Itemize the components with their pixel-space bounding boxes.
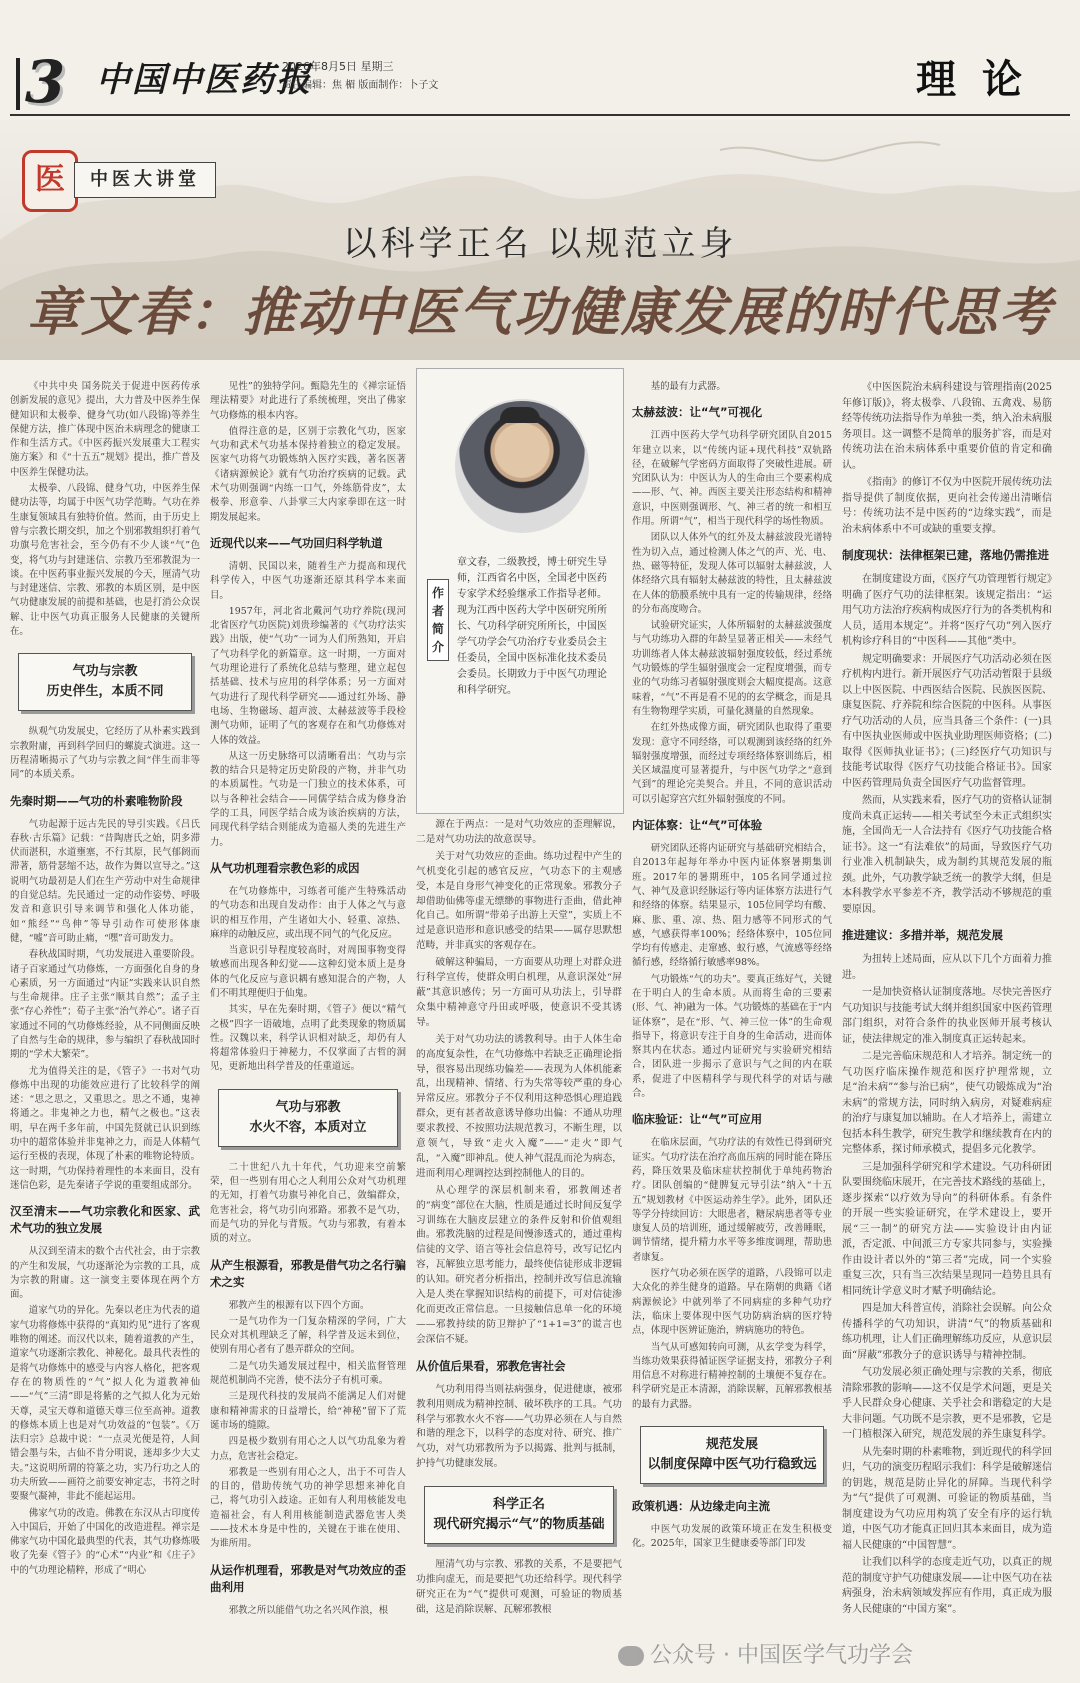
subsection-heading: 临床验证：让“气”可应用 bbox=[632, 1112, 763, 1127]
watermark-text: 公众号 · 中国医学气功学会 bbox=[650, 1643, 913, 1668]
subsection-heading: 汉至清末——气功宗教化和医家、武术气功的独立发展 bbox=[10, 1204, 200, 1236]
wechat-icon bbox=[618, 1646, 644, 1666]
paragraph: 在制度建设方面，《医疗气功管理暂行规定》明确了医疗气功的法律框架。该规定指出：“运用气功方法治疗疾病构成医疗行为的各类机构和人员，适用本规定”。并将“医疗气功”列入医疗机构诊疗科目的“中医科——其他”类中。 bbox=[842, 574, 1052, 647]
paragraph: 邪教之所以能借气功之名兴风作浪，根 bbox=[228, 1604, 389, 1616]
paragraph: 一是气功作为一门复杂精深的学问，广大民众对其机理缺乏了解，科学普及远未到位，使别有用心者有了愚弄群众的空间。 bbox=[210, 1315, 406, 1356]
article-column-5 bbox=[842, 380, 1052, 1619]
paragraph: 一是加快资格认证制度落地。尽快完善医疗气功知识与技能考试大纲并组织国家中医药管理部门组织，对符合条件的执业医师开展考核认证，使法律规定的准入制度真正运转起来。 bbox=[842, 987, 1052, 1045]
paragraph: 从心理学的深层机制来看，邪教阐述者的“病变”部位在大脑，性质是通过长时间反复学习训练在大脑皮层建立的条件反射和价值观组曲。邪教洗脑的过程是间慢渗透式的，通过重构信徒的文学、语言等社会信息符号，改写记忆内容，瓦解独立思考能力，最终使信徒形成非逻辑的认知。研究者分析指出，控制并改写信息流输入是人类在掌握知识结构的前提下，可对信徒渗化而更改正常信息。一旦接触信息单一化的环境——邪教持续的防卫辩护了“1+1=3”的谎言也会深信不疑。 bbox=[416, 1184, 622, 1345]
article-subheadline: 以科学正名 以规范立身 bbox=[342, 224, 738, 264]
paragraph: 关于对气功效应的歪曲。练功过程中产生的气机变化引起的感官反应，气功态下的主观感受，本是自身形气神变化的正常现象。邪教分子却借助仙佛等虚无缥缈的事物进行歪曲，借此神化自己。如所谓“带弟子出游上天堂”，实质上不过是意识造形和意识感受的结果——属存思默想范畴，并非真实的客观存在。 bbox=[416, 850, 622, 952]
paragraph: 基的最有力武器。 bbox=[650, 381, 726, 392]
paragraph: 气功发展必须正确处理与宗教的关系，彻底清除邪教的影响——这不仅是学术问题，更是关乎人民群众身心健康、关乎社会和谐稳定的大是大非问题。气功既不是宗教，更不是邪教，它是一门植根深入研究，规范发展的养生康复科学。 bbox=[842, 1367, 1052, 1440]
newspaper-name: 中国中医药报 bbox=[96, 60, 312, 100]
editor-credits: 责任编辑：焦 楣 版面制作：卜子文 bbox=[282, 80, 439, 91]
paragraph: 在红外热成像方面，研究团队也取得了重要发现：意守不同经络，可以观测到该经络的红外辐射强度增强，而经过专项经络体察训练后，相关区域温度可显著提升，与中医气功学之“意到气到”的理论完美契合。并且，不同的意识活动可以引起穿宫穴红外辐射强度的不同。 bbox=[632, 722, 832, 805]
subsection-heading: 从产生根源看，邪教是借气功之名行骗术之实 bbox=[210, 1257, 406, 1289]
subsection-heading: 太赫兹波：让“气”可视化 bbox=[632, 405, 763, 420]
subsection-heading: 先秦时期——气功的朴素唯物阶段 bbox=[10, 793, 183, 808]
paragraph: 《指南》的修订不仅为中医院开展传统功法指导提供了制度依据，更向社会传递出清晰信号：传统功法不是中医药的“边缘实践”，而是治未病体系中不可或缺的重要支撑。 bbox=[842, 477, 1052, 535]
issue-date: 2026年8月5日 星期三 bbox=[282, 60, 394, 73]
section-title: 理论 bbox=[916, 56, 1048, 103]
paragraph: 值得注意的是，区别于宗教化气功，医家气功和武术气功基本保持着独立的稳定发展。医家气功将气功锻炼纳入医疗实践，著名医著《诸病源候论》就有气功治疗疾病的记载。武术气功则强调“内练一口气，外练筋骨皮”，太极拳、形意拳、八卦掌三大内家拳即在这一时期发展起来。 bbox=[210, 425, 406, 523]
author-bio: 章文春，二级教授，博士研究生导师，江西省名中医，全国老中医药专家学术经验继承工作指导老师。现为江西中医药大学中医研究所所长、气功科学研究所所长，中国医学气功学会气功治疗专业委员会主任委员，全国中医标准化技术委员会委员。长期致力于中医气功理论和科学研究。 bbox=[457, 557, 607, 696]
paragraph: 二十世纪八九十年代，气功迎来空前繁荣，但一些别有用心之人利用公众对气功机理的无知，打着气功旗号神化自己，敛编群众，危害社会，将气功引向邪路。邪教不是气功，而是气功的异化与背叛。气功与邪教，有着本质的对立。 bbox=[210, 1161, 406, 1245]
paragraph: 气功锻炼“气的功夫”。要真正练好气，关键在于明白人的生命本质。从而将生命的三要素(形、气、神)融为一体。气功锻炼的基础在于“内证体察”，是在“形、气、神三位一体”的生命观指导下，将意识专注于自身的生命活动，进而体察其内在状态。通过内证研究与实验研究相结合，团队进一步揭示了意识与气之间的内在联系，促进了中医精科学与现代科学的对话与融合。 bbox=[632, 973, 832, 1100]
section-box-science: 科学正名 现代研究揭示“气”的物质基础 bbox=[424, 1486, 614, 1544]
paragraph: 团队以人体外气的红外及太赫兹波段光谱特性为切入点，通过检测人体之气的声、光、电、热、磁等特征，发现人体可以辐射太赫兹波，人体经络穴具有辐射太赫兹波的特性，且太赫兹波在人体的筋膜系统中具有一定的传输规律，经络的分布高度吻合。 bbox=[632, 532, 832, 615]
paragraph: 邪教产生的根源有以下四个方面。 bbox=[228, 1299, 370, 1311]
paragraph: 规定明确要求：开展医疗气功活动必须在医疗机构内进行。新开展医疗气功活动暂限于县级以上中医医院、中西医结合医院、民族医医院、康复医院、疗养院和综合医院的中医科。从事医疗气功活动的人员，应当具备三个条件：(一)具有中医执业医师或中医执业助理医师资格；(二)取得《医师执业证书》；(三)经医疗气功知识与技能考试取得《医疗气功技能合格证书》。国家中医药管理局负责全国医疗气功监督管理。 bbox=[842, 653, 1052, 789]
subsection-heading: 近现代以来——气功回归科学轨道 bbox=[210, 535, 383, 550]
paragraph: 研究团队还将内证研究与基础研究相结合，自2013年起每年举办中医内证体察暑期集训班。2017年的暑期班中，105名同学通过拉气、神气及意识经脉运行等内证体察方法进行气和经络的体察。结果显示，105位同学均有酸、麻、胀、重、凉、热、阻力感等不同形式的气感，气感获得率100%；经络体察中，105位同学均有传感走、走窜感、蚁行感，气流感等经络循行感，经络循行敏感率98%。 bbox=[632, 843, 832, 969]
paragraph: 邪教是一些别有用心之人，出于不可告人的目的，借助传统气功的神学思想来神化自己，将气功引入歧途。正如有人利用核能发电造福社会，有人利用核能制造武器危害人类——技术本身是中性的，关键在于谁在使用、为谁所用。 bbox=[210, 1466, 406, 1550]
paragraph: 关于对气功功法的诱教利导。由于人体生命的高度复杂性，在气功修炼中若缺乏正确理论指导，很容易出现练功偏差——表现为人体机能紊乱，出现精神、情绪、行为失常等较严重的身心异常反应。邪教分子不仅利用这种恐惧心理追践群众，更有甚者故意诱导修功出偏：不通从功理要求教授、不按照功法规范教习，不断生理，以意领气，导致“走火入魔”——“走火”即气乱，“入魔”即神乱。使人神气混乱而沦为病态，进而利用心理调控达到控制他人的目的。 bbox=[416, 1033, 622, 1179]
paragraph: 佛家气功的改造。佛教在东汉从古印度传入中国后，开始了中国化的改造进程。禅宗是佛家气功中国化最典型的代表，其气功修炼吸收了先秦《管子》的“心术”“内业”和《庄子》中的气功理论精粹，形成了“明心 bbox=[10, 1507, 200, 1576]
paragraph: 然而，从实践来看，医疗气功的资格认证制度尚未真正运转——相关考试至今未正式组织实施，全国尚无一人合法持有《医疗气功技能合格证书》。这一“有法难依”的局面，导致医疗气功行业准入机制缺失，成为制约其规范发展的瓶颈。此外，气功教学缺乏统一的教学大纲，但是本科教学水平参差不齐，教学活动不够规范的重要原因。 bbox=[842, 795, 1052, 915]
author-bio-label: 作者简介 bbox=[427, 579, 449, 661]
paragraph: 从汉到至清末的数个古代社会，由于宗教的产生和发展，气功逐渐沦为宗教的工具，成为宗教的附庸。这一演变主要体现在两个方面。 bbox=[10, 1246, 200, 1301]
section-box-cult: 气功与邪教 水火不容，本质对立 bbox=[218, 1089, 398, 1147]
paragraph: 在气功修炼中，习练者可能产生特殊活动的气功态和出现自发动作：由于人体之气与意识的相互作用，产生诸如大小、轻重、凉热、麻痒的动触反应，或出现不同气的气化反应。 bbox=[210, 885, 406, 940]
paragraph: 当气从可感知转向可测，从玄学变为科学，当练功效果获得循证医学证据支持，邪教分子利用信息不对称进行精神控制的土壤便不复存在。科学研究是正本清源，消除误解，瓦解邪教根基的最有力武器。 bbox=[632, 1341, 832, 1410]
paragraph: 中医气功发展的政策环境正在发生积极变化。2025年，国家卫生健康委等部门印发 bbox=[632, 1524, 832, 1550]
subsection-heading: 内证体察：让“气”可体验 bbox=[632, 818, 763, 833]
paragraph: 源在于两点：一是对气功效应的歪理解说，二是对气功功法的故意误导。 bbox=[416, 819, 622, 845]
paragraph: 《中医医院治未病科建设与管理指南(2025年修订版)》，将太极拳、八段锦、五禽戏、易筋经等传统功法指导作为单独一类，纳入治未病服务项目。这一调整不是简单的服务扩容，而是对传统功法在治未病体系中重要价值的肯定和确认。 bbox=[842, 382, 1052, 471]
subsection-heading: 推进建议：多措并举，规范发展 bbox=[842, 928, 1003, 942]
paragraph: 三是现代科技的发展尚不能满足人们对健康和精神需求的日益增长，给“神秘”留下了荒诞市场的缝隙。 bbox=[210, 1391, 406, 1431]
article-column-2 bbox=[210, 380, 406, 1620]
paragraph: 道家气功的异化。先秦以老庄为代表的道家气功将修炼中获得的“真知灼见”进行了客观唯物的阐述。而汉代以来，随着道教的产生，道家气功逐渐宗教化、神秘化。最具代表性的是将气功修炼中的感受与内容人格化，把客观存在的物质性的“气”拟人化为道教神仙——“气”三清”即是将紫的之气拟人化为元始天尊，灵宝天尊和道德天尊三位至高神。道教的修炼本质上也是对气功效益的“包装”。《万法归宗》总裁中说：“一点灵光便是符，人间错会墨与朱，古仙不肯分明说，迷却多少大丈夫。”这说明所谓的符篆之功，实乃行功之人的功夫所致——画符之前要安神定志，书符之时要聚气凝神，非此不能起运用。 bbox=[10, 1305, 200, 1503]
paragraph: 从先秦时期的朴素唯物，到近现代的科学回归，气功的演变历程昭示我们：科学是破解迷信的钥匙，规范是防止异化的屏障。当现代科学为“气”提供了可观测、可验证的物质基础，当制度建设为气功应用构筑了安全有序的运行轨道，中医气功才能真正回归其本来面目，成为造福人民健康的“中国智慧”。 bbox=[842, 1446, 1052, 1551]
paragraph: 厘清气功与宗教、邪教的关系，不是要把气功推向虚无，而是要把气功还给科学。现代科学研究正在为“气”提供可观测，可验证的物质基础，这是消除误解、瓦解邪教根 bbox=[416, 1559, 622, 1615]
paragraph: 二是完善临床规范和人才培养。制定统一的气功医疗临床操作规范和医疗护理常规，立足“治未病”“参与治已病”，使气功锻炼成为“治未病”的常规方法，同时纳入病房，对疑难病症的治疗与康复加以辅助。在人才培养上，需建立包括本科生教学，研究生教学和继续教育在内的完整体系，探讨师承模式，提倡多元化教学。 bbox=[842, 1051, 1052, 1155]
article-column-1 bbox=[10, 380, 200, 1580]
paragraph: 医疗气功必须在医学的道路，八段锦可以走大众化的养生健身的道路。早在隋朝的典籍《诸病源候论》中就列举了不同病症的多种气功疗法，临床上要体现中医气功防病治病的医疗特点，体现中医辨证施治，辨病施功的特色。 bbox=[632, 1268, 832, 1337]
section-box-religion: 气功与宗教 历史伴生，本质不同 bbox=[18, 653, 192, 711]
paragraph: 尤为值得关注的是，《管子》一书对气功修炼中出现的功能效应进行了比较科学的阐述：“思之思之，又重思之。思之不通，鬼神将通之。非鬼神之力也，精气之极也。”这表明，早在两千多年前，中国先贤就已认识到练功中的超常体验并非鬼神之力，而是人体精气运行至极的表现，体现了朴素的唯物论特质。这一时期，气功保持着理性的本来面目，没有迷信色彩，是先秦诸子学说的重要组成部分。 bbox=[10, 1065, 200, 1191]
paragraph: 破解这种骗局，一方面要从功理上对群众进行科学宣传，使群众明白机理，从意识深处“屏蔽”其意识感传；另一方面可从功法上，引导群众集中精神意守丹田或呼吸，使意识不受其诱导。 bbox=[416, 957, 622, 1028]
paragraph: 在临床层面，气功疗法的有效性已得到研究证实。气功疗法在治疗高血压病的同时能在降压药，降压效果及临床症状控制优于单纯药物治疗。团队创编的“健脾复元导引法”纳入“十五五”规划教材《中医运动养生学》。此外，团队还等学分持续回访：大眼患者，糖尿病患者等专业康复人员的培训班，通过缓解疲劳，改善睡眠，调节情绪，提升精力水平等多维度调理，帮助患者康复。 bbox=[632, 1137, 832, 1263]
hero-banner bbox=[0, 120, 1080, 360]
paragraph: 三是加强科学研究和学术建设。气功科研团队要围绕临床展开，在完善技术路线的基础上，逐步探索“以疗效为导向”的科研体系。有条件的开展一些实验证研究，在学术建设上，要开展“三一制”的研究方法——实验设计由内证派，否定派、中间派三方专家共同参与，实验操作由设计者以外的“第三者”完成，同一个实验重复三次，只有当三次结果呈现同一趋势且具有相同统计学意义时才赋予明确结论。 bbox=[842, 1161, 1052, 1297]
article-column-4 bbox=[632, 380, 832, 1554]
article-headline: 章文春：推动中医气功健康发展的时代思考 bbox=[26, 282, 1053, 343]
subsection-heading: 政策机遇：从边缘走向主流 bbox=[632, 1499, 770, 1513]
subsection-heading: 从价值后果看，邪教危害社会 bbox=[416, 1358, 566, 1373]
watermark bbox=[618, 1638, 913, 1669]
paragraph: 太极拳、八段锦、健身气功，中医养生保健功法等，均属于中医气功学范畴。气功在养生康复领域具有独特价值。然而，由于历史上曾与宗教长期交织，加之个别邪教组织打着气功旗号危害社会，至今仍有不少人谈“气”色变，将气功与封建迷信、宗教乃至邪教混为一谈。在中医药事业振兴发展的今天，厘清气功与封建迷信、宗教、邪教的本质区别，是中医气功健康发展的前提和基础，也是打消公众误解、让中医气功真正服务人民健康的关键所在。 bbox=[10, 483, 200, 638]
paragraph: 清朝、民国以来，随着生产力提高和现代科学传入，中医气功逐渐还原其科学本来面目。 bbox=[210, 560, 406, 601]
paragraph: 二是气功失通发展过程中，相关监督管理规范机制尚不完善，使不法分子有机可乘。 bbox=[210, 1360, 406, 1387]
paragraph: 为扭转上述局面，应从以下几个方面着力推进。 bbox=[842, 954, 1052, 981]
paragraph: 四是极少数别有用心之人以气功乱象为着力点，危害社会稳定。 bbox=[210, 1436, 406, 1462]
author-photo-hair bbox=[500, 407, 540, 423]
masthead bbox=[10, 44, 1070, 116]
seal-logo: 医 bbox=[22, 150, 78, 212]
paragraph: 从这一历史脉络可以清晰看出：气功与宗教的结合只是特定历史阶段的产物，并非气功的本质属性。气功是一门独立的技术体系，可以与各种社会结合——同儒学结合成为修身治学的工具，同医学结合成为该治疾病的方法，同现代科学结合则能成为造福人类的先进生产力。 bbox=[210, 750, 406, 848]
subsection-heading: 从运作机理看，邪教是对气功效应的歪曲利用 bbox=[210, 1562, 406, 1594]
subsection-heading: 制度现状：法律框架已建，落地仍需推进 bbox=[842, 548, 1049, 562]
author-profile-box bbox=[416, 368, 624, 814]
paragraph: 让我们以科学的态度走近气功，以真正的规范的制度守护气功健康发展——让中医气功在祛病强身，治未病领域发挥应有作用，真正成为服务人民健康的“中国方案”。 bbox=[842, 1557, 1052, 1615]
paragraph: 其实，早在先秦时期，《管子》便以“精气之极”四字一语破地，点明了此类现象的物质属性。汉魏以来，科学认识相对缺乏，却仍有人将超常体验归于神秘力，不仅掌面了古哲的洞见，更新地出科学普及的任重道远。 bbox=[210, 1004, 406, 1073]
paragraph: 春秋战国时期，气功发展进入重要阶段。诸子百家通过气功修炼，一方面强化自身的身心素质，另一方面通过“内证”实践来认识自然与生命规律。庄子主张“顺其自然”；孟子主张“存心养性”；荀子主张“治气养心”。诸子百家通过不同的气功修炼经验，从不同侧面反映了自然与生命的规律，参与编织了春秋战国时期的“学术大繁荣”。 bbox=[10, 949, 200, 1061]
paragraph: 1957年，河北省北戴河气功疗养院(现河北省医疗气功医院)刘贵珍编著的《气功疗法实践》出版，使“气功”一词为人们所熟知，开启了气功科学化的新篇章。这一时期，一方面对气功理论进行了系统化总结与整理，建立起包括基础、技术与应用的科学体系；另一方面对气功进行了现代科学研究——通过红外场、静电场、生物磁场、超声波、太赫兹波等手段检测气功师，证明了气的客观存在和气功修炼对人体的效益。 bbox=[210, 605, 406, 746]
paragraph: 江西中医药大学气功科学研究团队自2015年建立以来，以“传统内证+现代科技”双轨路径，在破解气学密码方面取得了突破性进展。研究团队认为：中医认为人的生命由三个要素构成——形、气、神。西医主要关注形态结构和精神意识，中医则强调形、气、神三者的统一和相互作用。所谓“气”，相当于现代科学的场性物质。 bbox=[632, 430, 832, 528]
paragraph: 气功起源于远古先民的导引实践。《吕氏春秋·古乐篇》记载：“昔陶唐氏之始，阴多滞伏而湛积，水道壅塞，不行其原，民气郁阏而滞著，筋骨瑟缩不达，故作为舞以宣导之。”这说明气功最初是人们在生产劳动中对生命规律的自觉总结。先民通过一定的动作姿势、呼吸发音和意识引导来调节和强化人体功能，如“熊经”“鸟伸”等导引动作可使形体康健，“嘘”音可助止痛，“嘿”音可助发力。 bbox=[10, 818, 200, 944]
article-column-3 bbox=[416, 818, 622, 1620]
paragraph: 四是加大科普宣传，消除社会误解。向公众传播科学的气功知识，讲清“气”的物质基础和练功机理，让人们正确理解练功反应，从意识层面“屏蔽”邪教分子的意识诱导与精神控制。 bbox=[842, 1303, 1052, 1361]
page-number: 3 bbox=[24, 48, 66, 116]
paragraph: 气功利用得当则祛病强身，促进健康，被邪教利用则成为精神控制、破坏秩序的工具。气功科学与邪教水火不容——气功界必须在人与自然和谐的理念下，以科学的态度对待、研究、推广气功，对气功邪教所为予以揭露、批判与抵制，护持气功健康发展。 bbox=[416, 1383, 622, 1470]
paragraph: 《中共中央 国务院关于促进中医药传承创新发展的意见》提出，大力普及中医养生保健知识和太极拳、健身气功(如八段锦)等养生保健方法，推广体现中医治未病理念的健康工作和生活方式。《中医药振兴发展重大工程实施方案》和《“十五五”规划》提出，推广普及中医养生保健功法。 bbox=[10, 381, 200, 478]
section-box-regulation: 规范发展 以制度保障中医气功行稳致远 bbox=[640, 1426, 824, 1484]
paragraph: 当意识引导程度较高时，对周围事物变得敏感而出现各种幻觉——这种幻觉本质上是身体的气化反应与意识耦有感知混合的产物，人们不明其理便归于仙鬼。 bbox=[210, 945, 406, 999]
paragraph: 纵观气功发展史，它经历了从朴素实践到宗教附庸，再到科学回归的螺旋式演进。这一历程清晰揭示了气功与宗教之间“伴生而非等同”的本质关系。 bbox=[10, 726, 200, 781]
column-tag: 中医大讲堂 bbox=[74, 162, 216, 198]
subsection-heading: 从气功机理看宗教色彩的成因 bbox=[210, 860, 360, 875]
paragraph: 试验研究证实，人体所辐射的太赫兹波强度与气功练功入群的年龄呈显著正相关——未经气功训练者人体太赫兹波辐射强度较低，经过系统气功锻炼的学生辐射强度会一定程度增强，而专业的气功练习者辐射强度则会大幅度提高。这意味着，“气”不再是看不见的的玄学概念，而是具有生物物理学实质，可量化测量的自然现象。 bbox=[632, 620, 832, 717]
paragraph: 见性”的独特学问。甄隐先生的《禅宗证悟理法精要》对此进行了系统梳理，突出了佛家气功修炼的根本内容。 bbox=[210, 381, 406, 421]
